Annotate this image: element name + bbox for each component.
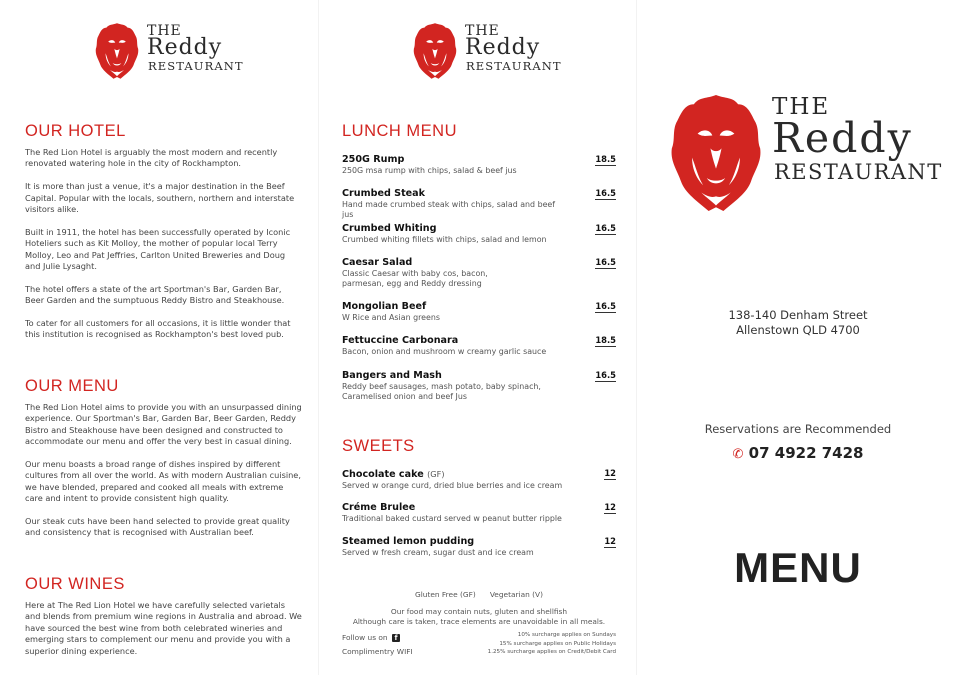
follow-us-label: Follow us on xyxy=(342,633,388,642)
menu-item-price: 16.5 xyxy=(595,223,616,233)
menu-item-desc: W Rice and Asian greens xyxy=(342,313,440,322)
menu-item-name: Mongolian Beef xyxy=(342,301,427,312)
address xyxy=(636,308,960,337)
menu-item xyxy=(342,223,616,245)
hotel-text xyxy=(25,147,303,352)
menu-item xyxy=(342,370,616,401)
gluten-free-tag: (GF) xyxy=(427,469,445,479)
menu-item-name: Caesar Salad xyxy=(342,257,413,268)
brand-line2: Reddy xyxy=(147,35,223,60)
surcharge-notes xyxy=(458,631,616,657)
menu-item-name: Bangers and Mash xyxy=(342,370,442,381)
menu-item xyxy=(342,301,616,323)
menu-item xyxy=(342,188,616,219)
menu-title: MENU xyxy=(734,544,862,591)
wines-text xyxy=(25,600,303,668)
allergy-line: Our food may contain nuts, gluten and shellfish xyxy=(390,607,568,616)
wifi-note: Complimentry WIFI xyxy=(342,647,413,656)
phone-number[interactable] xyxy=(636,444,960,462)
sweets-heading: SWEETS xyxy=(342,437,415,455)
menu-info-paragraph: Our steak cuts have been hand selected to provide great quality and consistency that is recognised with Australian beef. xyxy=(25,516,290,538)
lion-logo-icon xyxy=(413,20,457,82)
brand-line3: RESTAURANT xyxy=(148,59,244,73)
menu-item-name: Steamed lemon pudding xyxy=(342,536,475,547)
facebook-icon[interactable]: f xyxy=(392,634,400,642)
menu-item-desc: Served w fresh cream, sugar dust and ice cream xyxy=(342,548,534,557)
brand-line1: THE xyxy=(772,94,831,120)
brand-logo xyxy=(95,20,244,86)
menu-info-paragraph: The Red Lion Hotel aims to provide you with an unsurpassed dining experience. Our Sportman's Bar, Garden Bar, Beer Garden, Reddy Bistro and Steakhouse have been designed and constructed to accommodate our menu and offer the very best in casual dining. xyxy=(25,402,302,447)
surcharge-line: 10% surcharge applies on Sundays xyxy=(517,632,616,638)
menu-item-desc: Served w orange curd, dried blue berries and ice cream xyxy=(342,481,563,490)
wines-heading: OUR WINES xyxy=(25,575,125,593)
legend-vegetarian: Vegetarian (V) xyxy=(489,590,543,599)
menu-info-text xyxy=(25,402,303,550)
menu-item-price: 16.5 xyxy=(595,370,616,380)
address-line: 138-140 Denham Street xyxy=(728,308,868,322)
menu-item-price: 12 xyxy=(604,502,616,512)
hotel-paragraph: Built in 1911, the hotel has been successfully operated by Iconic Hoteliers such as Kit Molloy, the mother of popular local Terry Molloy, Leo and Pat Jeffries, Carlton United Breweries and Doug and Julie Lysaght. xyxy=(25,226,291,272)
allergy-line: Although care is taken, trace elements are unavoidable in all meals. xyxy=(352,616,606,626)
panel-menu xyxy=(318,0,636,675)
lion-logo-icon xyxy=(95,20,139,82)
dietary-legend xyxy=(342,590,616,600)
lion-logo-icon xyxy=(670,88,762,218)
menu-item-desc: Traditional baked custard served w peanut butter ripple xyxy=(342,514,562,523)
menu-item-price: 18.5 xyxy=(595,335,616,345)
panel-about xyxy=(0,0,318,675)
brand-logo xyxy=(413,20,562,86)
panel-cover xyxy=(636,0,960,675)
lunch-heading: LUNCH MENU xyxy=(342,122,458,140)
menu-item-desc: Classic Caesar with baby cos, bacon, parmesan, egg and Reddy dressing xyxy=(342,269,488,288)
brand-line2: Reddy xyxy=(772,114,913,162)
menu-item-name: Crumbed Steak xyxy=(342,188,426,199)
menu-item-price: 16.5 xyxy=(595,257,616,267)
menu-item-price: 12 xyxy=(604,468,616,478)
hotel-paragraph: The Red Lion Hotel is arguably the most modern and recently renovated watering hole in the city of Rockhampton. xyxy=(25,147,278,169)
menu-item xyxy=(342,536,616,558)
brand-line3: RESTAURANT xyxy=(774,160,943,184)
menu-item xyxy=(342,502,616,524)
menu-item-price: 18.5 xyxy=(595,154,616,164)
brand-line3: RESTAURANT xyxy=(466,59,562,73)
wines-paragraph: Here at The Red Lion Hotel we have carefully selected varietals and blends from premium wine regions in Australia and abroad. We have sourced the best wine from both celebrated wineries and emerging stars to complement our menu and provide you with a superior dining experience. xyxy=(25,600,302,656)
hotel-paragraph: It is more than just a venue, it's a major destination in the Beef Capital. Popular with the locals, southern, northern and interstate visitors alike. xyxy=(25,181,295,215)
menu-item-name: 250G Rump xyxy=(342,154,405,165)
surcharge-line: 15% surcharge applies on Public Holidays xyxy=(499,640,616,647)
menu-item-desc: Hand made crumbed steak with chips, salad and beef jus xyxy=(342,200,556,219)
allergy-notice xyxy=(342,607,616,626)
legend-gluten-free: Gluten Free (GF) xyxy=(414,590,476,599)
menu-item-price: 12 xyxy=(604,536,616,546)
menu-item-name: Créme Brulee xyxy=(342,502,416,513)
brand-logo-large xyxy=(670,88,943,218)
follow-us xyxy=(342,633,400,643)
phone-number-text: 07 4922 7428 xyxy=(748,444,864,462)
menu-info-heading: OUR MENU xyxy=(25,377,119,395)
brand-line1: THE xyxy=(465,23,500,39)
hotel-paragraph: The hotel offers a state of the art Sportman's Bar, Garden Bar, Beer Garden and the sumptuous Reddy Bistro and Steakhouse. xyxy=(25,283,285,306)
menu-item-price: 16.5 xyxy=(595,301,616,311)
hotel-heading: OUR HOTEL xyxy=(25,122,126,140)
menu-item-price: 16.5 xyxy=(595,188,616,198)
surcharge-line: 1.25% surcharge applies on Credit/Debit Card xyxy=(487,649,616,655)
menu-item-name: Fettuccine Carbonara xyxy=(342,335,459,346)
menu-item xyxy=(342,257,616,288)
hotel-paragraph: To cater for all customers for all occasions, it is little wonder that this institution is recognised as Rockhampton's best loved pub. xyxy=(25,318,291,340)
menu-item-desc: Crumbed whiting fillets with chips, salad and lemon xyxy=(342,235,547,244)
menu-item-name: Crumbed Whiting xyxy=(342,223,437,234)
menu-item xyxy=(342,468,616,491)
menu-item-name: Chocolate cake xyxy=(342,469,424,480)
menu-item-desc: Reddy beef sausages, mash potato, baby spinach, Caramelised onion and beef Jus xyxy=(342,382,541,401)
menu-item xyxy=(342,335,616,357)
menu-item-desc: 250G msa rump with chips, salad & beef jus xyxy=(342,166,517,175)
address-line: Allenstown QLD 4700 xyxy=(736,322,860,337)
brand-line2: Reddy xyxy=(465,35,541,60)
menu-item-desc: Bacon, onion and mushroom w creamy garlic sauce xyxy=(342,347,547,356)
menu-info-paragraph: Our menu boasts a broad range of dishes inspired by different cultures from all over the world. As with modern Australian cuisine, we have blended, prepared and cooked all meals with extreme care and intent to provide consistent high quality. xyxy=(25,459,301,504)
brand-line1: THE xyxy=(147,23,182,39)
reservations-note: Reservations are Recommended xyxy=(704,422,892,436)
phone-icon: ✆ xyxy=(732,447,744,462)
menu-item xyxy=(342,154,616,176)
